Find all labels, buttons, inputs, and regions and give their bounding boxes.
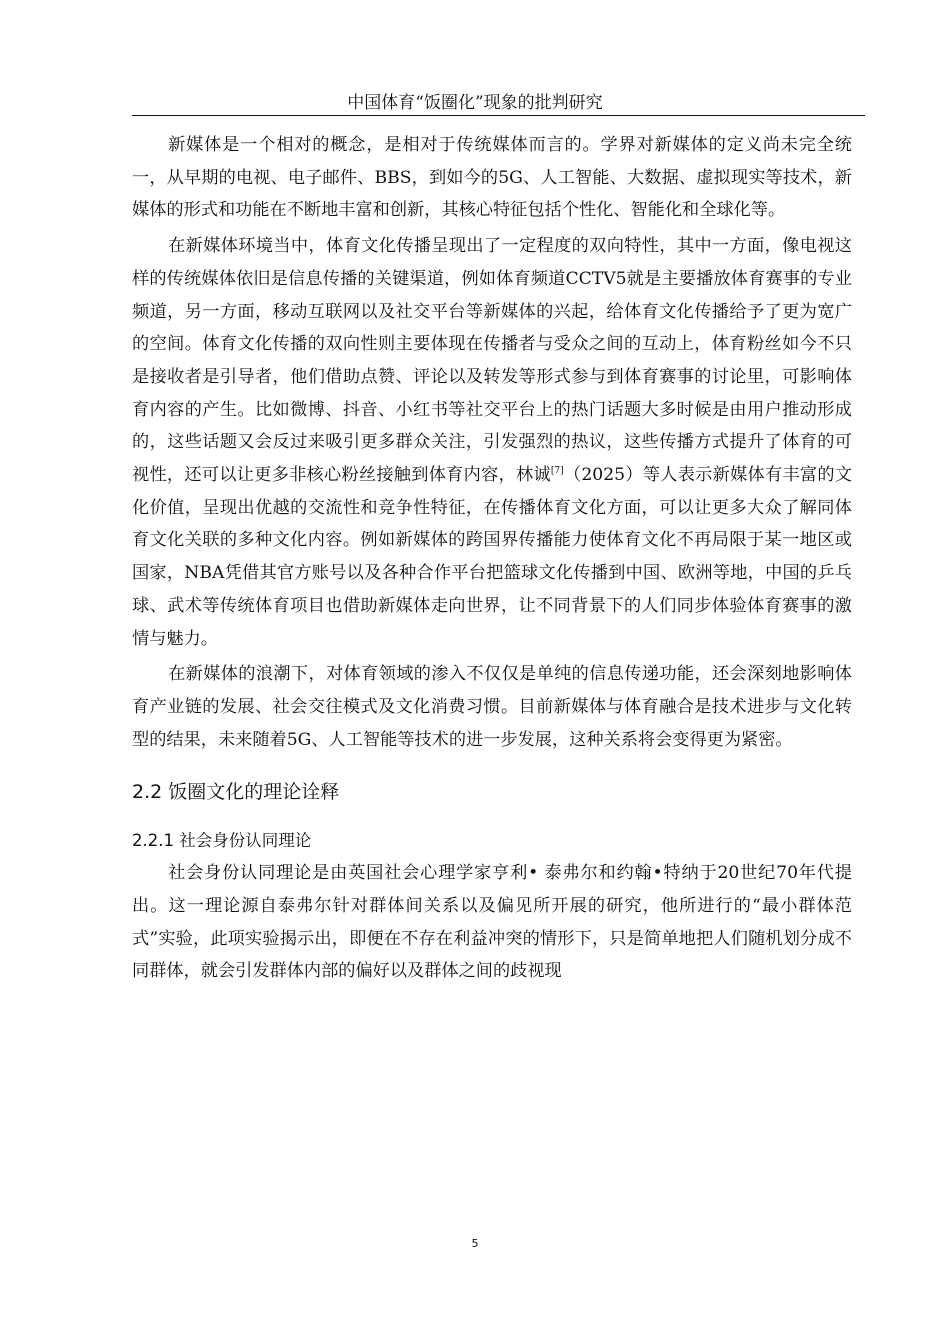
- running-header-title: 中国体育“饭圈化”现象的批判研究: [347, 93, 603, 113]
- paragraph-text-part-2: （2025）等人表示新媒体有丰富的文化价值，呈现出优越的交流性和竞争性特征，在传播体育文化方面，可以让更多大众了解同体育文化关联的多种文化内容。例如新媒体的跨国界传播能力使体育文化不再局限于某一地区或国家，NBA凭借其官方账号以及各种合作平台把篮球文化传播到中国、欧洲等地，中国的乒乓球、武术等传统体育项目也借助新媒体走向世界，让不同背景下的人们同步体验体育赛事的激情与魅力。: [132, 465, 852, 649]
- paragraph-new-media-impact: 在新媒体的浪潮下，对体育领域的渗入不仅仅是单纯的信息传递功能，还会深刻地影响体育产业链的发展、社会交往模式及文化消费习惯。目前新媒体与体育融合是技术进步与文化转型的结果，未来随着5G、人工智能等技术的进一步发展，这种关系将会变得更为紧密。: [132, 664, 852, 750]
- paragraph-text-part-1: 在新媒体环境当中，体育文化传播呈现出了一定程度的双向特性，其中一方面，像电视这样的传统媒体依旧是信息传播的关键渠道，例如体育频道CCTV5就是主要播放体育赛事的专业频道，另一方面，移动互联网以及社交平台等新媒体的兴起，给体育文化传播给予了更为宽广的空间。体育文化传播的双向性则主要体现在传播者与受众之间的互动上，体育粉丝如今不只是接收者是引导者，他们借助点赞、评论以及转发等形式参与到体育赛事的讨论里，可影响体育内容的产生。比如微博、抖音、小红书等社交平台上的热门话题大多时候是由用户推动形成的，这些话题又会反过来吸引更多群众关注，引发强烈的热议，这些传播方式提升了体育的可视性，还可以让更多非核心粉丝接触到体育内容，林诚: [132, 236, 852, 486]
- section-heading: 2.2 饭圈文化的理论诠释: [132, 781, 340, 804]
- subsection-heading: 2.2.1 社会身份认同理论: [132, 831, 312, 851]
- body-text: [132, 129, 852, 988]
- citation-reference: [7]: [550, 466, 564, 477]
- header-rule: [132, 115, 865, 116]
- paragraph-bidirectional-communication: [132, 230, 852, 655]
- paragraph-new-media-definition: 新媒体是一个相对的概念，是相对于传统媒体而言的。学界对新媒体的定义尚未完全统一，从早期的电视、电子邮件、BBS，到如今的5G、人工智能、大数据、虚拟现实等技术，新媒体的形式和功能在不断地丰富和创新，其核心特征包括个性化、智能化和全球化等。: [132, 135, 852, 221]
- page-number: 5: [471, 1237, 479, 1250]
- paragraph-social-identity-theory: 社会身份认同理论是由英国社会心理学家亨利• 泰弗尔和约翰•特纳于20世纪70年代提出。这一理论源自泰弗尔针对群体间关系以及偏见所开展的研究，他所进行的“最小群体范式”实验，此项实验揭示出，即便在不存在利益冲突的情形下，只是简单地把人们随机划分成不同群体，就会引发群体内部的偏好以及群体之间的歧视现: [132, 863, 852, 982]
